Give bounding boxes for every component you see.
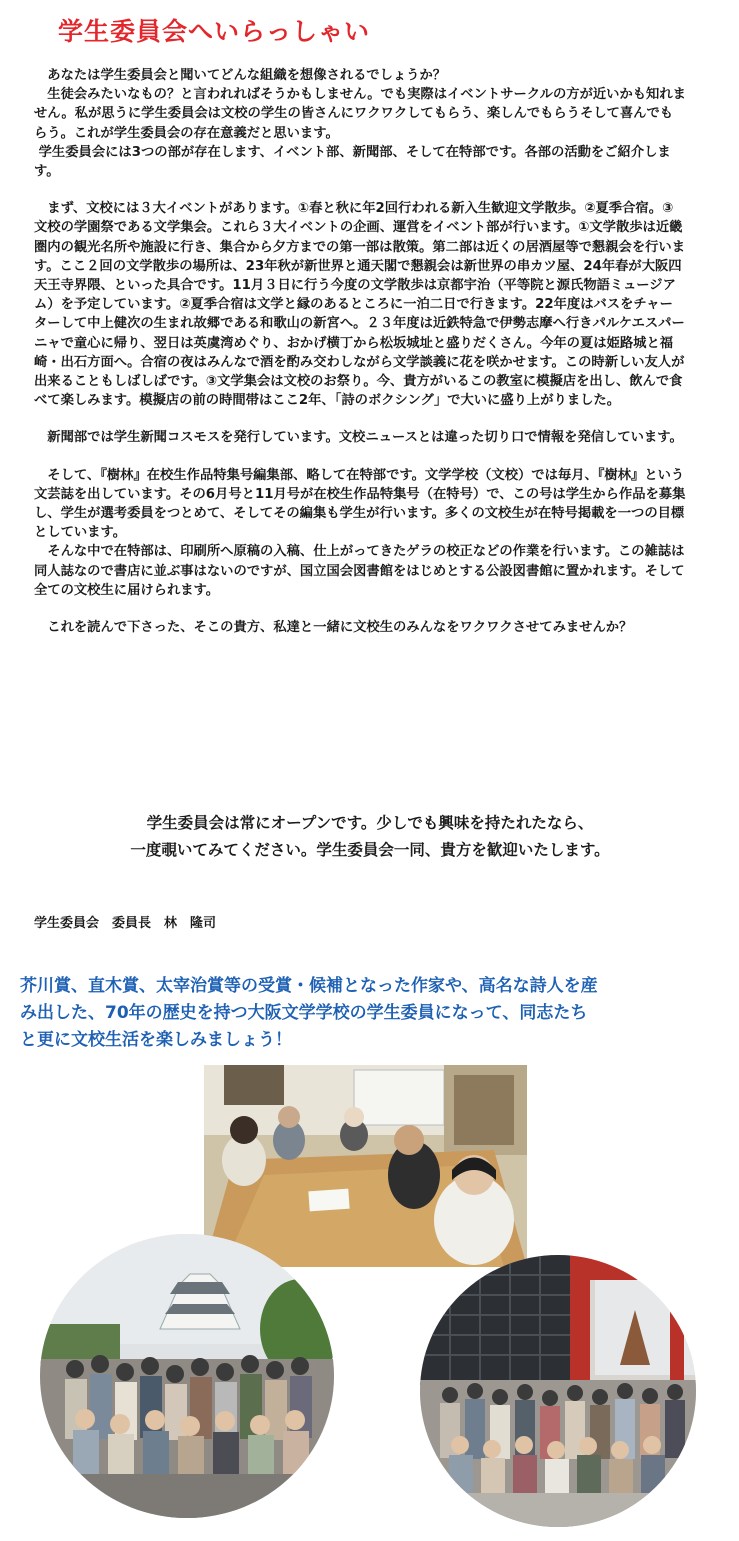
spacer [34,448,686,466]
paragraph-student-council: 生徒会みたいなもの？と言われればそうかもしません。でも実際はイベントサークルの方が近いかも知れません。私が思うに学生委員会は文校の学生の皆さんにワクワクしてもらう、楽しんでもらうそして喜んでもらう。これが学生委員会の存在意義だと思います。 [34,87,686,141]
paragraph-special-issue-department: そして、『樹林』在校生作品特集号編集部、略して在特部です。文学学校（文校）では毎月、『樹林』という文芸誌を出しています。その6月号と11月号が在校生作品特集号（在特号）で、この号は学生から作品を募集し、学生が選考委員をつとめて、そしてその編集も学生が行います。多くの文校生が在特号掲載を一つの目標としています。 [34,467,686,541]
spacer [34,181,686,199]
paragraph-event-department: まず、文校には３大イベントがあります。①春と秋に年2回行われる新入生歓迎文学散歩。②夏季合宿。③文校の学園祭である文学集会。これら３大イベントの企画、運営をイベント部が行います。①文学散歩は近畿圏内の観光名所や施設に行き、集合から夕方までの第一部は散策。第二部は近くの居酒屋等で懇親会を行います。ここ２回の文学散歩の場所は、23年秋が新世界と通天閣で懇親会は新世界の串カツ屋、24年春が大阪四天王寺界隈、といった具合です。11月３日に行う今度の文学散歩は京都宇治（平等院と源氏物語ミュージアム）を予定しています。②夏季合宿は文学と縁のあるところに一泊二日で行きます。22年度はバスをチャーターして中上健次の生まれ故郷である和歌山の新宮へ。２３年度は近鉄特急で伊勢志摩へ行きパルケエスパーニャで童心に帰り、翌日は英虞湾めぐり、おかげ横丁から松坂城址と盛りだくさん。今年の夏は姫路城と福崎・出石方面へ。合宿の夜はみんなで酒を酌み交わしながら文学談義に花を咲かせます。この時新しい友人が出来ることもしばしばです。③文学集会は文校のお祭り。今、貴方がいるこの教室に模擬店を出し、飲んで食べて楽しみます。模擬店の前の時間帯はここ2年、「詩のボクシング」で大いに盛り上がりました。 [34,201,686,409]
paragraph-intro: あなたは学生委員会と聞いてどんな組織を想像されるでしょうか？ [34,68,447,83]
highlight-line: と更に文校生活を楽しみましょう！ [20,1030,292,1050]
article-body [34,66,686,637]
highlight-message [20,973,725,1054]
paragraph-special-issue-work: そんな中で在特部は、印刷所へ原稿の入稿、仕上がってきたゲラの校正などの作業を行います。この雑誌は同人誌なので書店に並ぶ事はないのですが、国立国会図書館をはじめとする公設図書館に置かれます。そして全ての文校生に届けられます。 [34,544,685,598]
highlight-line: 芥川賞、直木賞、太宰治賞等の受賞・候補となった作家や、高名な詩人を産 [20,976,598,996]
paragraph-departments: 学生委員会には3つの部が存在します、イベント部、新聞部、そして在特部です。各部の活動をご紹介します。 [34,144,671,180]
spacer [34,410,686,428]
paragraph-invitation: これを読んで下さった、そこの貴方、私達と一緒に文校生のみんなをワクワクさせてみませんか？ [34,620,633,636]
page-title: 学生委員会へいらっしゃい [58,17,371,46]
closing-message [60,810,680,864]
paragraph-newspaper-department: 新聞部では学生新聞コスモスを発行しています。文校ニュースとは違った切り口で情報を発信しています。 [34,430,683,446]
temple-group-photo [420,1255,696,1527]
closing-line: 学生委員会は常にオープンです。少しでも興味を持たれたなら、 [146,814,594,832]
closing-line: 一度覗いてみてください。学生委員会一同、貴方を歓迎いたします。 [130,841,610,859]
meeting-photo [204,1065,527,1267]
spacer [34,600,686,618]
highlight-line: み出した、70年の歴史を持つ大阪文学学校の学生委員になって、同志たち [20,1003,588,1023]
signature: 学生委員会 委員長 林 隆司 [34,916,217,931]
castle-group-photo [40,1234,334,1518]
